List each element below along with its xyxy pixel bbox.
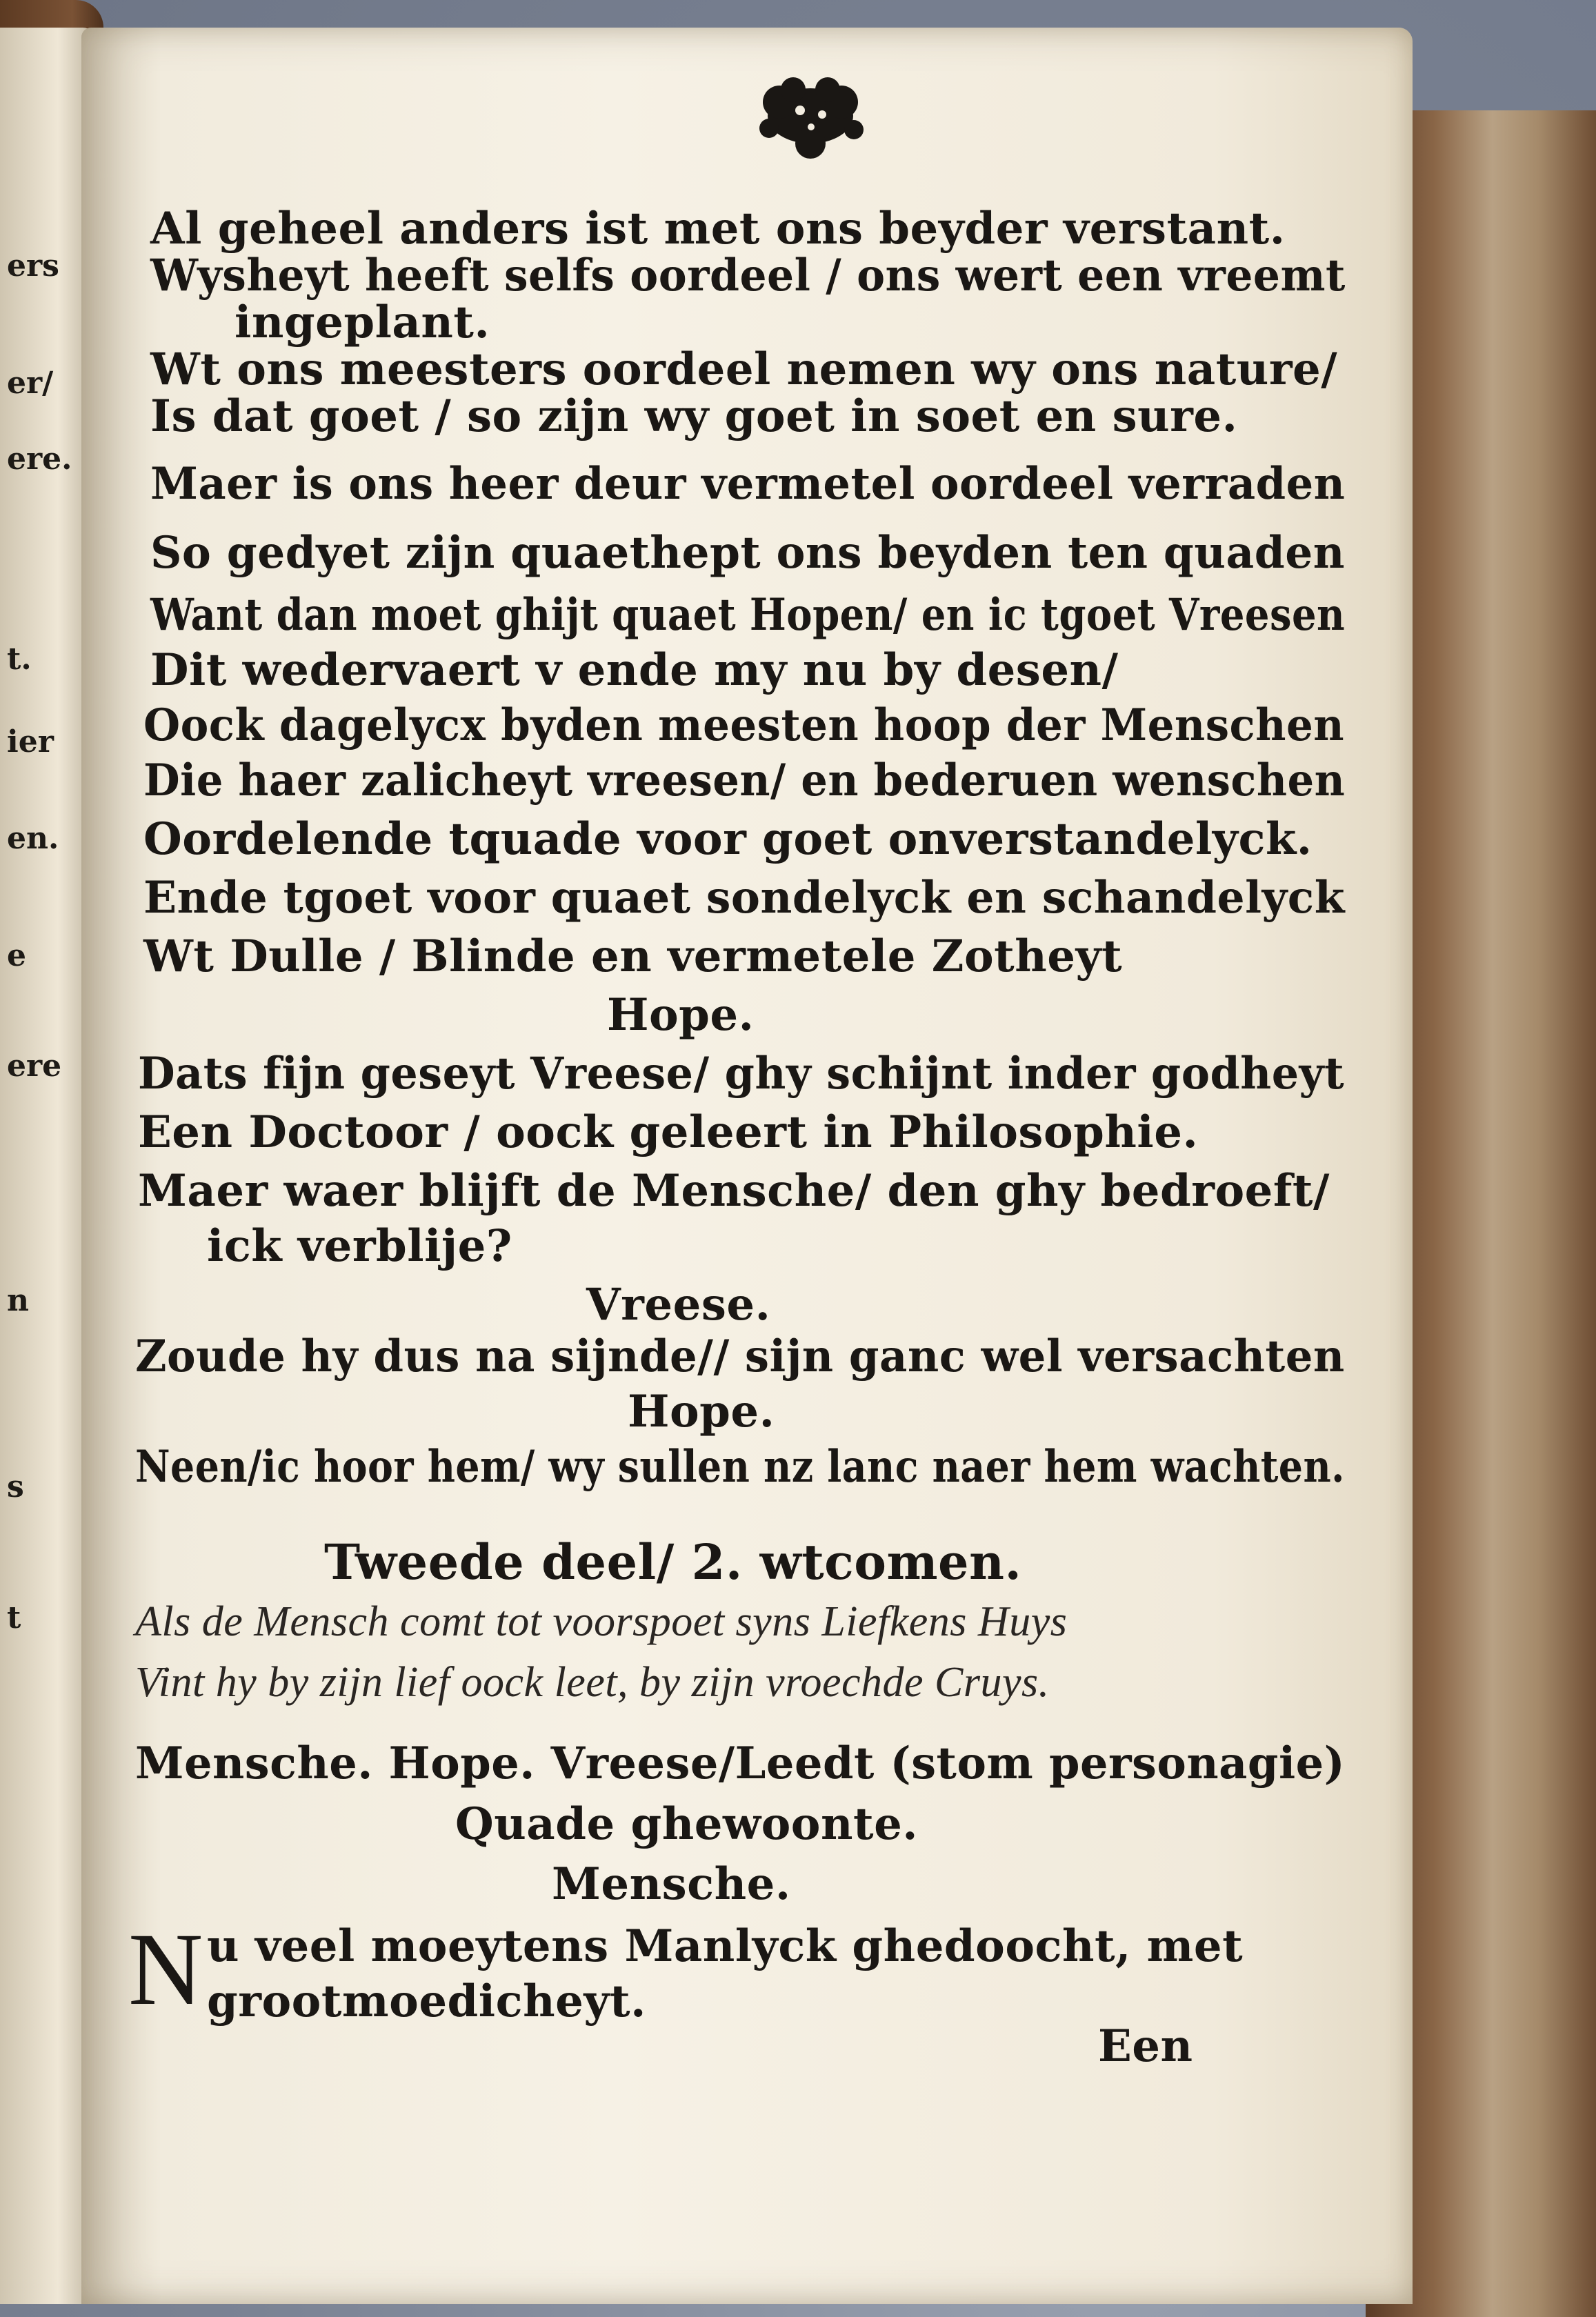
text-line: Al geheel anders ist met ons beyder verstant. [150, 203, 1286, 255]
catchword: Een [1098, 2020, 1193, 2072]
left-fragment: e [7, 938, 26, 973]
left-fragment: ers [7, 248, 59, 284]
dramatis-personae: Quade ghewoonte. [455, 1798, 919, 1850]
speaker-label: Vreese. [586, 1279, 771, 1331]
left-fragment: ere [7, 1048, 62, 1084]
drop-cap: N [128, 1912, 203, 2027]
text-line: Neen/ic hoor hem/ wy sullen nz lanc naer hem wachten. [135, 1441, 1345, 1493]
speaker-label: Hope. [607, 989, 755, 1041]
left-fragment: n [7, 1283, 29, 1318]
text-line: grootmoedicheyt. [207, 1976, 646, 2027]
text-line: Ende tgoet voor quaet sondelyck en schandelyck [143, 872, 1345, 924]
text-line: Wt ons meesters oordeel nemen wy ons nature/ [150, 344, 1338, 395]
text-line: Zoude hy dus na sijnde// sijn ganc wel versachten [135, 1331, 1345, 1382]
speaker-label: Hope. [628, 1386, 775, 1438]
dramatis-personae: Mensche. Hope. Vreese/Leedt (stom personagie) [135, 1738, 1346, 1789]
text-line: Wt Dulle / Blinde en vermetele Zotheyt [143, 931, 1123, 982]
left-fragment: t. [7, 642, 32, 677]
text-line: Maer waer blijft de Mensche/ den ghy bedroeft/ [138, 1165, 1330, 1217]
italic-argument-line: Als de Mensch comt tot voorspoet syns Liefkens Huys [135, 1598, 1068, 1645]
text-line: Want dan moet ghijt quaet Hopen/ en ic tgoet Vreesen [150, 589, 1346, 641]
text-line: So gedyet zijn quaethept ons beyden ten quaden [150, 527, 1346, 579]
left-fragment: ier [7, 724, 54, 759]
section-heading: Tweede deel/ 2. wtcomen. [324, 1533, 1022, 1591]
text-line: ick verblije? [207, 1220, 512, 1272]
text-line: Die haer zalicheyt vreesen/ en bederuen wenschen [143, 755, 1346, 806]
text-line: Een Doctoor / oock geleert in Philosophie. [138, 1106, 1199, 1158]
printer-ornament-icon [752, 74, 869, 164]
text-line: Dats fijn geseyt Vreese/ ghy schijnt inder godheyt [138, 1048, 1345, 1100]
text-line: u veel moeytens Manlyck ghedoocht, met [207, 1920, 1244, 1972]
speaker-label: Mensche. [552, 1858, 791, 1910]
italic-argument-line: Vint hy by zijn lief oock leet, by zijn vroechde Cruys. [135, 1659, 1050, 1706]
text-line: Maer is ons heer deur vermetel oordeel verraden [150, 458, 1346, 510]
left-fragment: en. [7, 821, 59, 856]
text-line: Wysheyt heeft selfs oordeel / ons wert een vreemt [150, 250, 1346, 301]
left-fragment: t [7, 1600, 21, 1635]
left-fragment: s [7, 1469, 24, 1504]
text-line: Dit wedervaert v ende my nu by desen/ [150, 644, 1119, 696]
text-line: Oock dagelycx byden meesten hoop der Menschen [143, 699, 1345, 751]
left-fragment: er/ [7, 366, 54, 401]
text-line: Oordelende tquade voor goet onverstandelyck. [143, 813, 1313, 865]
left-fragment: ere. [7, 441, 72, 477]
text-line: Is dat goet / so zijn wy goet in soet en sure. [150, 390, 1238, 442]
text-line: ingeplant. [235, 297, 490, 348]
